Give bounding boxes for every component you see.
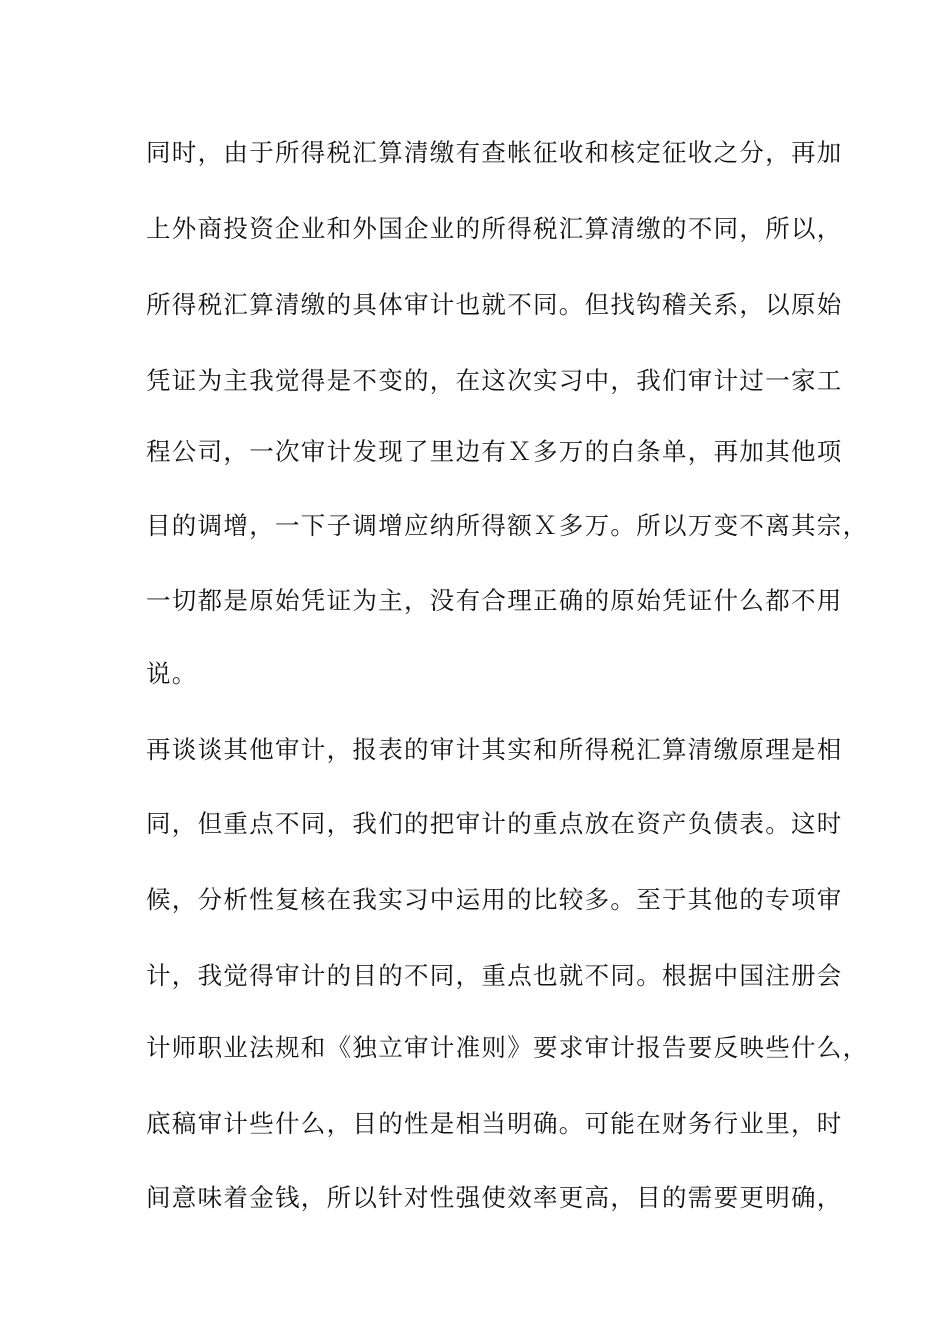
paragraph-2-line-4: 计，我觉得审计的目的不同，重点也就不同。根据中国注册会 (146, 961, 843, 990)
paragraph-1-line-6: 目的调增，一下子调增应纳所得额Ｘ多万。所以万变不离其宗， (146, 511, 869, 540)
paragraph-1-line-3: 所得税汇算清缴的具体审计也就不同。但找钩稽关系，以原始 (146, 290, 843, 319)
paragraph-2-line-5: 计师职业法规和《独立审计准则》要求审计报告要反映些什么， (146, 1033, 869, 1062)
paragraph-2-line-2: 同，但重点不同，我们的把审计的重点放在资产负债表。这时 (146, 809, 843, 838)
paragraph-1-line-5: 程公司，一次审计发现了里边有Ｘ多万的白条单，再加其他项 (146, 437, 843, 466)
paragraph-2-line-6: 底稿审计些什么，目的性是相当明确。可能在财务行业里，时 (146, 1109, 843, 1138)
paragraph-1-line-2: 上外商投资企业和外国企业的所得税汇算清缴的不同，所以， (146, 214, 843, 243)
paragraph-2-line-3: 候，分析性复核在我实习中运用的比较多。至于其他的专项审 (146, 885, 843, 914)
paragraph-1-line-8: 说。 (146, 659, 198, 688)
paragraph-1-line-1: 同时，由于所得税汇算清缴有查帐征收和核定征收之分，再加 (146, 138, 843, 167)
paragraph-1-line-7: 一切都是原始凭证为主，没有合理正确的原始凭证什么都不用 (146, 586, 843, 615)
paragraph-2-line-1: 再谈谈其他审计，报表的审计其实和所得税汇算清缴原理是相 (146, 735, 843, 764)
paragraph-1-line-4: 凭证为主我觉得是不变的，在这次实习中，我们审计过一家工 (146, 366, 843, 395)
paragraph-2-line-7: 间意味着金钱，所以针对性强使效率更高，目的需要更明确， (146, 1183, 843, 1212)
